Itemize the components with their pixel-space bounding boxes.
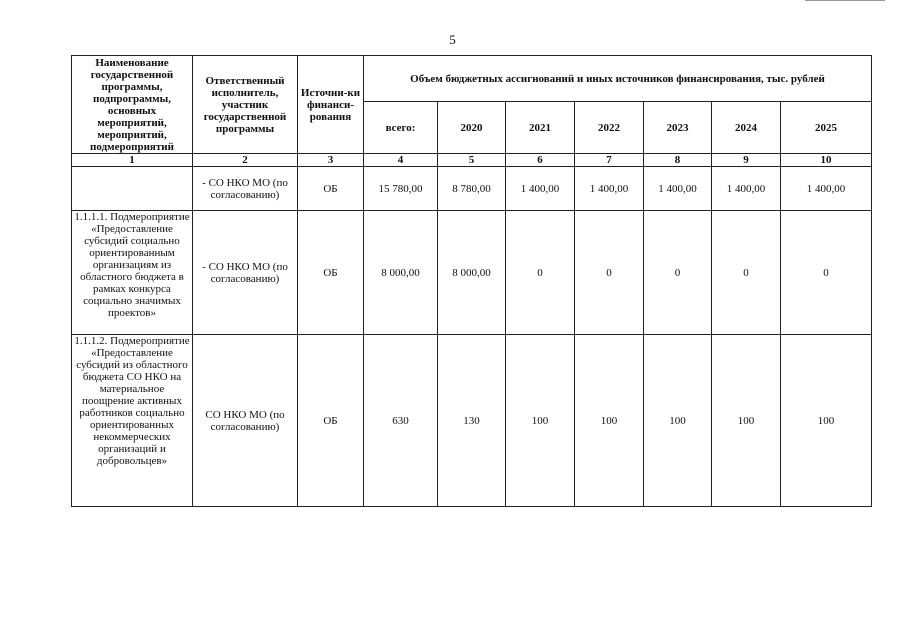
row-value-2021: 0 [506,211,575,335]
row-name: 1.1.1.1. Подмероприятие «Предоставление субсидий социально ориентированным организациям из областного бюджета в рамках конкурса социально значимых проектов» [72,211,193,335]
header-year-2025: 2025 [781,102,872,154]
column-number: 2 [193,154,298,167]
row-value-2020: 130 [438,335,506,507]
row-value-2024: 0 [712,211,781,335]
page-number: 5 [449,32,456,47]
row-executor: - СО НКО МО (по согласованию) [193,211,298,335]
row-value-2024: 1 400,00 [712,167,781,211]
row-value-2023: 1 400,00 [644,167,712,211]
column-number: 5 [438,154,506,167]
scan-corner-mark [805,0,885,1]
column-number: 4 [364,154,438,167]
table-row [72,167,872,211]
table-row [72,211,872,335]
row-executor: СО НКО МО (по согласованию) [193,335,298,507]
row-value-2022: 100 [575,335,644,507]
header-year-2023: 2023 [644,102,712,154]
header-volume: Объем бюджетных ассигнований и иных источников финансирования, тыс. рублей [364,56,872,102]
row-value-2020: 8 000,00 [438,211,506,335]
row-name [72,167,193,211]
header-year-2020: 2020 [438,102,506,154]
column-number: 3 [298,154,364,167]
header-year-2021: 2021 [506,102,575,154]
row-total: 630 [364,335,438,507]
column-number: 6 [506,154,575,167]
row-source: ОБ [298,211,364,335]
row-value-2025: 100 [781,335,872,507]
column-number: 8 [644,154,712,167]
row-source: ОБ [298,167,364,211]
header-executor: Ответственный исполнитель, участник государственной программы [193,56,298,154]
table-row [72,335,872,507]
column-numbers-row [72,154,872,167]
row-value-2025: 1 400,00 [781,167,872,211]
row-value-2024: 100 [712,335,781,507]
row-total: 15 780,00 [364,167,438,211]
row-value-2021: 1 400,00 [506,167,575,211]
column-number: 10 [781,154,872,167]
row-value-2020: 8 780,00 [438,167,506,211]
header-name: Наименование государственной программы, подпрограммы, основных мероприятий, мероприятий, подмероприятий [72,56,193,154]
column-number: 1 [72,154,193,167]
row-value-2025: 0 [781,211,872,335]
column-number: 9 [712,154,781,167]
row-value-2022: 0 [575,211,644,335]
row-source: ОБ [298,335,364,507]
header-source: Источни-ки финанси-рования [298,56,364,154]
header-year-2024: 2024 [712,102,781,154]
column-number: 7 [575,154,644,167]
row-name: 1.1.1.2. Подмероприятие «Предоставление субсидий из областного бюджета СО НКО на материальное поощрение активных работников социально ориентированных некоммерческих организаций и добровольцев» [72,335,193,507]
row-executor: - СО НКО МО (по согласованию) [193,167,298,211]
row-value-2023: 100 [644,335,712,507]
budget-table [71,55,872,507]
header-year-2022: 2022 [575,102,644,154]
row-total: 8 000,00 [364,211,438,335]
row-value-2022: 1 400,00 [575,167,644,211]
header-total: всего: [364,102,438,154]
row-value-2021: 100 [506,335,575,507]
row-value-2023: 0 [644,211,712,335]
